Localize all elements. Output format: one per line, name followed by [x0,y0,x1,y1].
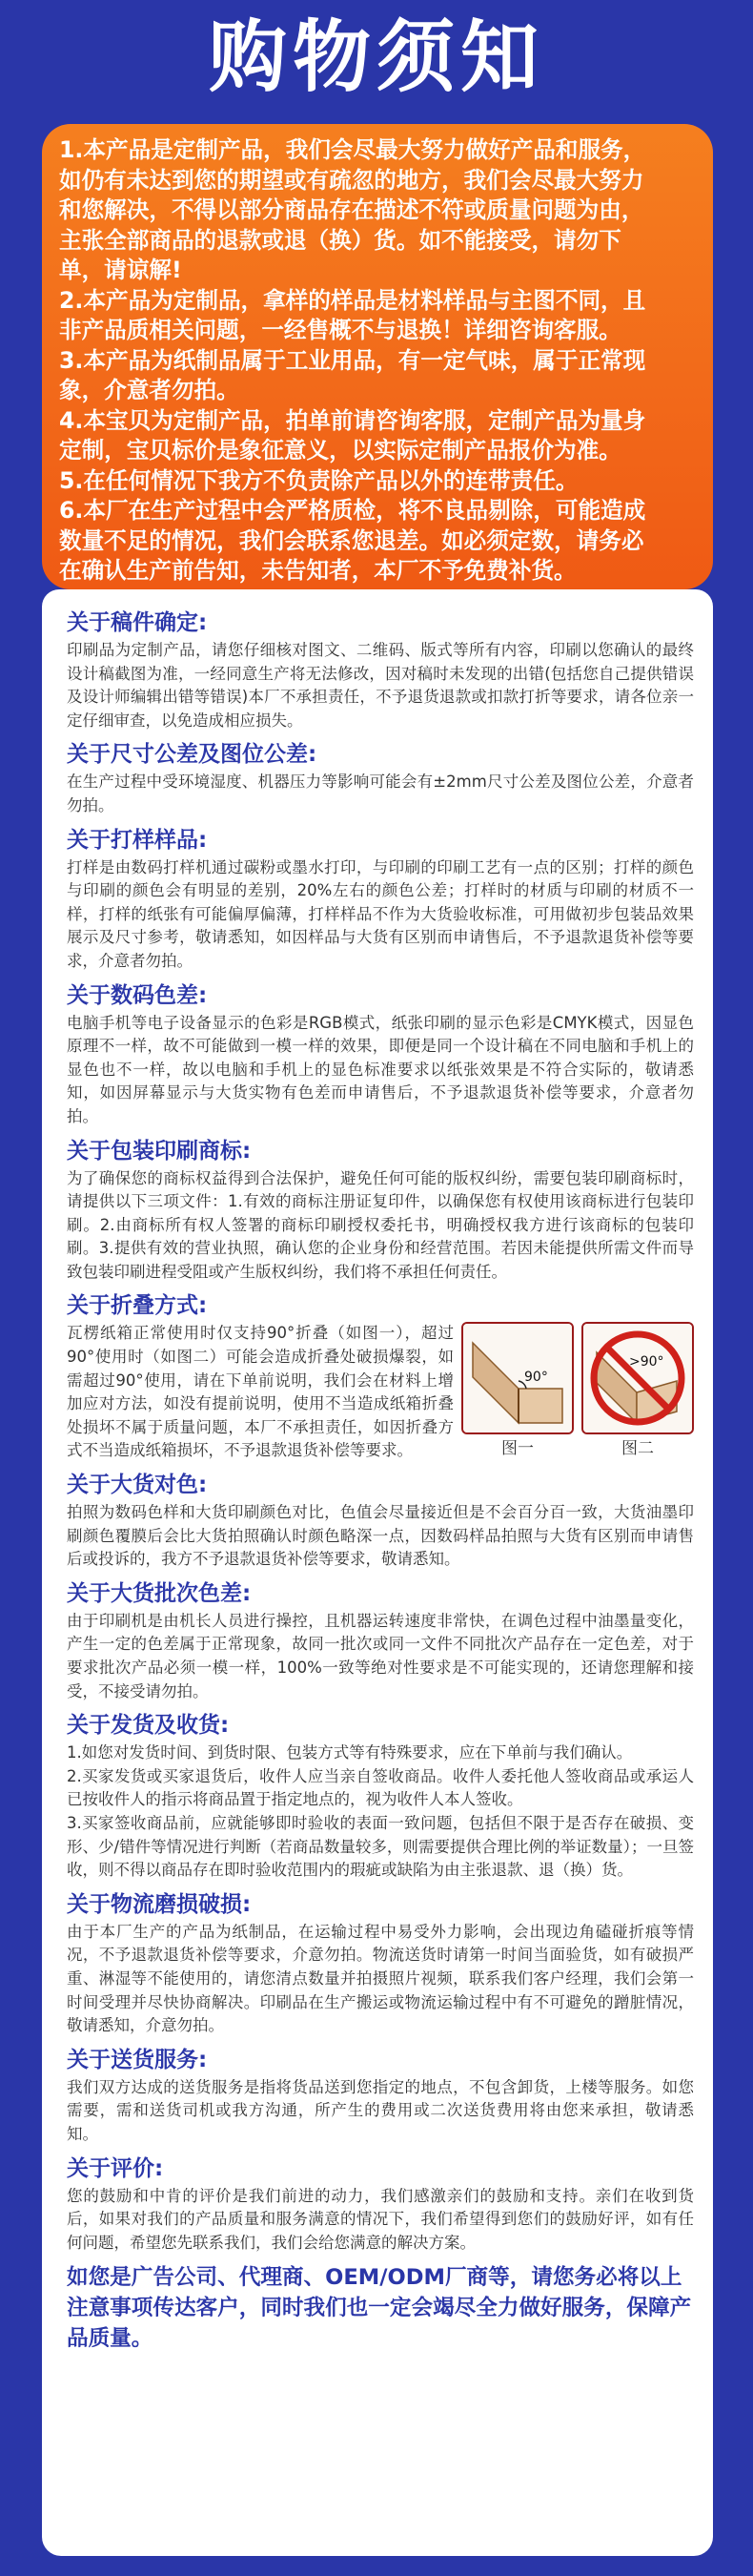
section-title: 关于大货对色: [67,1473,208,1498]
section-digital-color [67,981,694,1129]
notice-line: 6.本厂在生产过程中会严格质检，将不良品剔除，可能造成 [59,497,646,524]
section-title: 关于发货及收货: [67,1713,230,1739]
folding-figures [461,1322,694,1461]
section-shipping [67,1711,694,1883]
section-bulk-color [67,1471,694,1572]
section-delivery [67,2046,694,2147]
notice-line: 主张全部商品的退款或退（换）货。如不能接受，请勿下 [59,226,621,254]
section-folding [67,1291,694,1463]
section-title: 关于数码色差: [67,982,208,1008]
section-title: 关于包装印刷商标: [67,1138,252,1164]
fold-90-figure [461,1322,574,1434]
notice-line: 4.本宝贝为定制产品，拍单前请咨询客服，定制产品为量身 [59,406,646,434]
section-proof-sample [67,826,694,974]
section-title: 关于尺寸公差及图位公差: [67,742,317,768]
section-review [67,2154,694,2256]
section-tolerance [67,740,694,817]
section-body: 瓦楞纸箱正常使用时仅支持90°折叠（如图一），超过90°使用时（如图二）可能会造成折叠处破损爆裂，如需超过90°使用，请在下单前说明，我们会在材料上增加应对方法，如没有提前说明，使用不当造成纸箱折叠处损坏不属于质量问题，本厂不承担责任，如因折叠方式不当造成纸箱损坏，不予退款退货补偿等要求。 [67,1324,454,1460]
notice-line: 5.在任何情况下我方不负责除产品以外的连带责任。 [59,466,579,494]
section-body: 由于本厂生产的产品为纸制品，在运输过程中易受外力影响，会出现边角磕碰折痕等情况，不予退款退货补偿等要求，介意勿拍。物流送货时请第一时间当面验货，如有破损严重、淋湿等不能使用的，请您清点数量并拍摄照片视频，联系我们客户经理，我们会第一时间受理并尽快协商解决。印刷品在生产搬运或物流运输过程中有不可避免的蹭脏情况，敬请悉知，介意勿拍。 [67,1922,694,2035]
notice-line: 非产品质相关问题，一经售概不与退换！详细咨询客服。 [59,317,621,343]
notice-line: 2.本产品为定制品，拿样的样品是材料样品与主图不同，且 [59,286,646,314]
page-title: 购物须知 [208,12,544,103]
section-body: 由于印刷机是由机长人员进行操控，且机器运转速度非常快，在调色过程中油墨量变化，产生一定的色差属于正常现象，故同一批次或同一文件不同批次产品存在一定色差，对于要求批次产品必须一模一样，100%一致等绝对性要求是不可能实现的，还请您理解和接受，不接受请勿拍。 [67,1611,694,1700]
section-title: 关于稿件确定: [67,610,208,635]
section-batch-color [67,1579,694,1703]
section-title: 关于评价: [67,2155,164,2181]
section-body: 印刷品为定制产品，请您仔细核对图文、二维码、版式等所有内容，印刷以您确认的最终设计稿截图为准，一经同意生产将无法修改，因对稿时未发现的出错(包括您自己提供错误及设计师编辑出错等错误)本厂不承担责任，不予退货退款或扣款打折等要求，请各位亲一定仔细审查，以免造成相应损失。 [67,641,694,730]
content-card [42,589,713,2556]
section-body: 打样是由数码打样机通过碳粉或墨水打印，与印刷的印刷工艺有一点的区别；打样的颜色与印刷的颜色会有明显的差别，20%左右的颜色公差；打样时的材质与印刷的材质不一样，打样的纸张有可能偏厚偏薄，打样样品不作为大货验收标准，可用做初步包装品效果展示及尺寸参考，敬请悉知，如因样品与大货有区别而申请售后，不予退款退货补偿等要求，介意者勿拍。 [67,857,694,970]
section-title: 关于打样样品: [67,827,208,853]
section-body: 拍照为数码色样和大货印刷颜色对比，色值会尽量接近但是不会百分百一致，大货油墨印刷颜色覆膜后会比大货拍照确认时颜色略深一点，因数码样品拍照与大货有区别而申请售后或投诉的，我方不予退款退货补偿等要求，敬请悉知。 [67,1503,694,1569]
notice-line: 象，介意者勿拍。 [59,377,239,403]
notice-line: 和您解决，不得以部分商品存在描述不符或质量问题为由， [59,196,644,223]
section-body: 在生产过程中受环境湿度、机器压力等影响可能会有±2mm尺寸公差及图位公差，介意者勿拍。 [67,773,694,814]
notice-line: 单，请谅解! [59,257,182,283]
notice-line: 定制，宝贝标价是象征意义，以实际定制产品报价为准。 [59,437,621,464]
closing-text: 如您是广告公司、代理商、OEM/ODM厂商等，请您务必将以上注意事项传达客户，同时我们也一定会竭尽全力做好服务，保障产品质量。 [67,2265,692,2352]
notice-box [42,124,713,589]
fold-over-90-figure [581,1322,694,1434]
section-title: 关于物流磨损破损: [67,1891,252,1917]
fold-over-90-label: >90° [629,1354,664,1370]
section-title: 关于送货服务: [67,2047,208,2072]
section-body: 为了确保您的商标权益得到合法保护，避免任何可能的版权纠纷，需要包装印刷商标时，请提供以下三项文件：1.有效的商标注册证复印件，以确保您有权使用该商标进行包装印刷。2.由商标所有权人签署的商标印刷授权委托书，明确授权我方进行该商标的包装印刷。3.提供有效的营业执照，确认您的企业身份和经营范围。若因未能提供所需文件而导致包装印刷进程受阻或产生版权纠纷，我们将不承担任何责任。 [67,1168,694,1281]
section-trademark [67,1137,694,1285]
figure-caption-1: 图一 [501,1439,534,1459]
section-title: 关于折叠方式: [67,1293,208,1319]
section-body: 1.如您对发货时间、到货时限、包装方式等有特殊要求，应在下单前与我们确认。 2.买家发货或买家退货后，收件人应当亲自签收商品。收件人委托他人签收商品或承运人已按收件人的指示将商品置于指定地点的，视为收件人本人签收。 3.买家签收商品前，应就能够即时验收的表面一致问题，包括但不限于是否存在破损、变形、少/错件等情况进行判断（若商品数量较多，则需要提供合理比例的举证数量）；一旦签收，则不得以商品存在即时验收范围内的瑕疵或缺陷为由主张退款、退（换）货。 [67,1743,694,1880]
fold-90-label: 90° [524,1370,548,1386]
section-body: 电脑手机等电子设备显示的色彩是RGB模式，纸张印刷的显示色彩是CMYK模式，因显色原理不一样，故不可能做到一模一样的效果，即便是同一个设计稿在不同电脑和手机上的显色也不一样，故以电脑和手机上的显色标准要求以纸张效果是不符合实际的，敬请悉知，如因屏幕显示与大货实物有色差而申请售后，不予退款退货补偿等要求，介意者勿拍。 [67,1013,694,1125]
notice-line: 数量不足的情况，我们会联系您退差。如必须定数，请务必 [59,526,644,554]
section-logistics-damage [67,1890,694,2038]
notice-line: 如仍有未达到您的期望或有疏忽的地方，我们会尽最大努力 [59,166,644,194]
notice-line: 1.本产品是定制产品，我们会尽最大努力做好产品和服务， [59,136,646,163]
section-body: 您的鼓励和中肯的评价是我们前进的动力，我们感激亲们的鼓励和支持。亲们在收到货后，如果对我们的产品质量和服务满意的情况下，我们希望得到您们的鼓励好评，如有任何问题，希望您先联系我们，我们会给您满意的解决方案。 [67,2186,694,2252]
section-body: 我们双方达成的送货服务是指将货品送到您指定的地点，不包含卸货，上楼等服务。如您需要，需和送货司机或我方沟通，所产生的费用或二次送货费用将由您来承担，敬请悉知。 [67,2077,694,2143]
section-manuscript [67,608,694,732]
notice-line: 在确认生产前告知，未告知者，本厂不予免费补货。 [59,557,577,584]
section-title: 关于大货批次色差: [67,1580,252,1606]
figure-caption-2: 图二 [621,1439,654,1459]
notice-line: 3.本产品为纸制品属于工业用品，有一定气味，属于正常现 [59,346,646,374]
